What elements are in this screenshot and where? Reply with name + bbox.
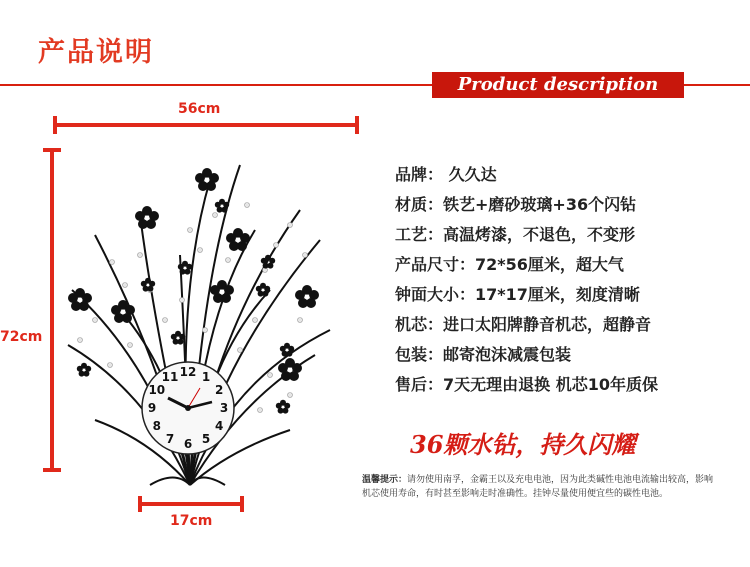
battery-tip: [362, 473, 720, 501]
spec-dial-size: 钟面大小：17*17厘米，刻度清晰: [395, 285, 640, 304]
base-dimension-line: [140, 496, 242, 512]
base-width-label: 17cm: [170, 513, 213, 529]
spec-after-sales: 售后：7天无理由退换 机芯10年质保: [395, 375, 658, 394]
clock-numeral: 5: [201, 432, 211, 447]
spec-brand: 品牌： 久久达: [395, 165, 497, 184]
spec-craft: 工艺：高温烤漆，不退色，不变形: [395, 225, 636, 244]
tip-text: 请勿使用南孚，金霸王以及充电电池，因为此类碱性电池电流输出较高，影响机芯使用寿命，有时甚至影响走时准确性。挂钟尽量使用便宜些的碳性电池。: [362, 475, 714, 499]
spec-packaging: 包装：邮寄泡沫减震包装: [395, 345, 572, 364]
spec-list: [395, 160, 658, 400]
width-label: 56cm: [178, 101, 221, 117]
spec-movement: 机芯：进口太阳牌静音机芯，超静音: [395, 315, 652, 334]
height-label: 72cm: [0, 329, 43, 345]
width-dimension-line: [55, 116, 357, 134]
spec-material: 材质：铁艺+磨砂玻璃+36个闪钻: [395, 195, 637, 214]
clock-numeral: 3: [219, 401, 229, 415]
height-dimension-line: [43, 150, 61, 470]
slogan: 36颗水钻，持久闪耀: [410, 430, 636, 459]
clock-face: [142, 362, 234, 454]
clock-numeral: 12: [179, 365, 197, 379]
page-title: 产品说明: [38, 37, 154, 68]
clock-numeral: 2: [215, 383, 224, 397]
clock-numeral: 9: [147, 401, 157, 415]
clock-numeral: 7: [165, 432, 175, 447]
clock-numeral: 8: [152, 419, 161, 433]
clock-numeral: 4: [215, 419, 224, 433]
clock-numeral: 6: [183, 437, 193, 451]
tip-label: 温馨提示：: [362, 475, 408, 485]
clock-numeral: 1: [201, 369, 211, 384]
clock-numeral: 10: [148, 383, 166, 397]
spec-size: 产品尺寸：72*56厘米，超大气: [395, 255, 624, 274]
clock-numeral: 11: [161, 369, 179, 384]
banner-text: Product description: [457, 74, 659, 95]
